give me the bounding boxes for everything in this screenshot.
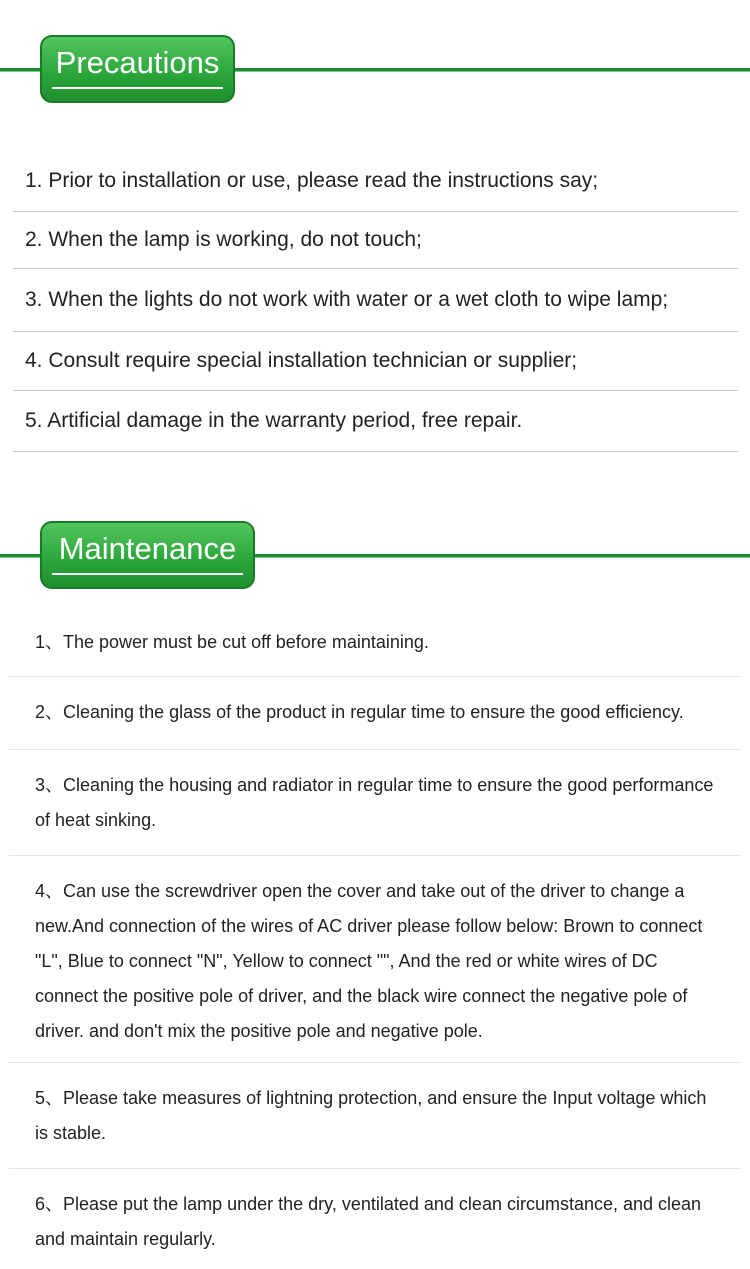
maintenance-badge-underline xyxy=(52,573,243,575)
precaution-item-text: 3. When the lights do not work with water or a wet cloth to wipe lamp; xyxy=(25,288,669,311)
maintenance-item-5 xyxy=(9,1063,741,1169)
precaution-item-text: 5. Artificial damage in the warranty period, free repair. xyxy=(25,409,523,432)
maintenance-item-text: 1、The power must be cut off before maintaining. xyxy=(35,632,429,652)
precaution-item-2 xyxy=(13,212,738,269)
maintenance-item-text: 4、Can use the screwdriver open the cover and take out of the driver to change a new.And connection of the wires of AC driver please follow below: Brown to connect "L", Blue to connect "N", Yellow to connect "", And the red or white wires of DC connect the positive pole of driver, and the black wire connect the negative pole of driver. and don't mix the positive pole and negative pole. xyxy=(35,881,703,1041)
maintenance-item-4 xyxy=(9,856,741,1063)
maintenance-item-text: 6、Please put the lamp under the dry, ventilated and clean circumstance, and clean and maintain regularly. xyxy=(35,1194,702,1249)
precaution-item-text: 2. When the lamp is working, do not touch; xyxy=(25,228,422,251)
precautions-badge-underline xyxy=(52,87,223,89)
maintenance-item-text: 5、Please take measures of lightning protection, and ensure the Input voltage which is stable. xyxy=(35,1088,707,1143)
precautions-badge xyxy=(40,35,235,103)
maintenance-list xyxy=(9,607,741,1269)
precaution-item-text: 1. Prior to installation or use, please read the instructions say; xyxy=(25,168,599,192)
maintenance-item-1 xyxy=(9,607,741,677)
maintenance-item-3 xyxy=(9,750,741,856)
maintenance-title: Maintenance xyxy=(58,531,237,566)
precautions-title: Precautions xyxy=(55,45,220,80)
precautions-list xyxy=(13,150,738,452)
precaution-item-text: 4. Consult require special installation technician or supplier; xyxy=(25,349,578,372)
precautions-header xyxy=(0,35,750,107)
maintenance-item-text: 3、Cleaning the housing and radiator in regular time to ensure the good performance of heat sinking. xyxy=(35,775,714,830)
precaution-item-4 xyxy=(13,332,738,391)
maintenance-item-2 xyxy=(9,677,741,750)
maintenance-header xyxy=(0,521,750,593)
precaution-item-5 xyxy=(13,391,738,452)
maintenance-item-6 xyxy=(9,1169,741,1269)
maintenance-item-text: 2、Cleaning the glass of the product in regular time to ensure the good efficiency. xyxy=(35,702,684,722)
maintenance-badge xyxy=(40,521,255,589)
precaution-item-3 xyxy=(13,269,738,332)
precaution-item-1 xyxy=(13,150,738,212)
